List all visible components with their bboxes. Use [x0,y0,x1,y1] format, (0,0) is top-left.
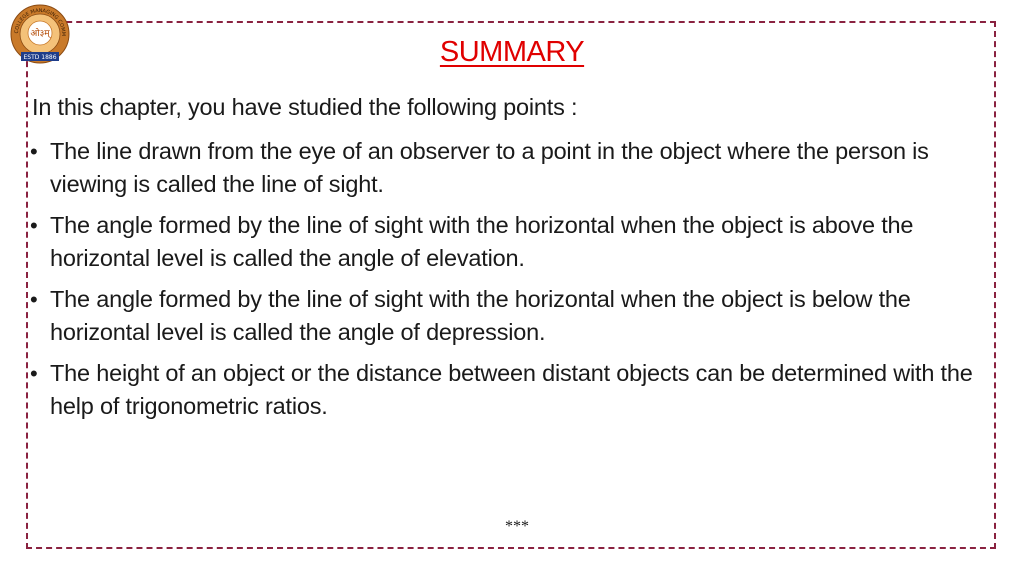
logo-center-text: ओ३म् [30,29,50,39]
bullet-icon: • [30,287,38,312]
page-title: SUMMARY [439,36,585,68]
intro-text: In this chapter, you have studied the following points : [32,94,578,120]
list-item [28,283,994,349]
list-item [28,209,994,275]
list-item [28,357,994,423]
point-text: The angle formed by the line of sight with the horizontal when the object is below the horizontal level is called the angle of depression. [50,286,911,345]
list-item [28,135,994,201]
point-text: The line drawn from the eye of an observer to a point in the object where the person is viewing is called the line of sight. [50,138,929,197]
logo-estd-text: ESTD 1886 [23,54,57,61]
footer-stars: *** [505,518,529,535]
bullet-icon: • [30,139,38,164]
bullet-icon: • [30,213,38,238]
point-text: The height of an object or the distance between distant objects can be determined with the help of trigonometric ratios. [50,360,973,419]
bullet-icon: • [30,361,38,386]
point-text: The angle formed by the line of sight with the horizontal when the object is above the horizontal level is called the angle of elevation. [50,212,914,271]
logo-arc-text: COLLEGE MANAGING COMM [13,7,67,37]
summary-points [28,135,994,431]
